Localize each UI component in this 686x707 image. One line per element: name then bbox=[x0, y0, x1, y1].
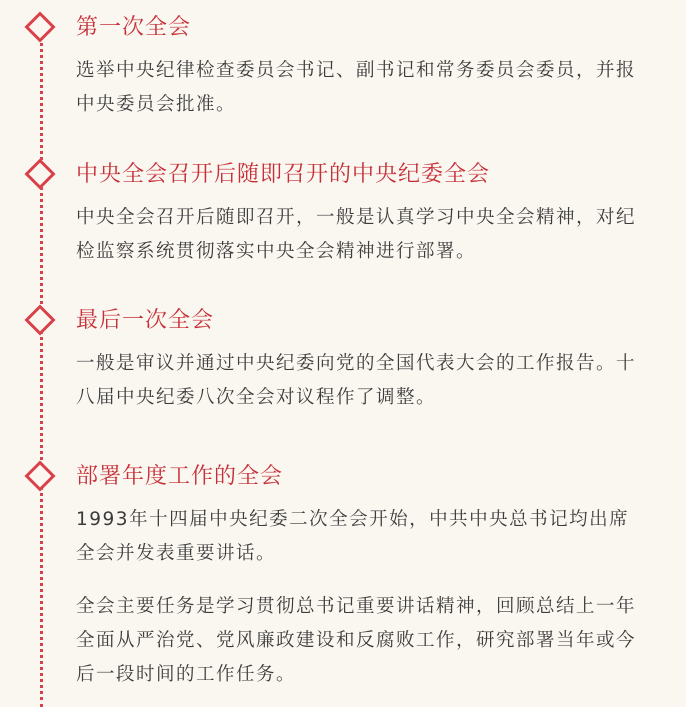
section-paragraph: 中央全会召开后随即召开，一般是认真学习中央全会精神，对纪检监察系统贯彻落实中央全会精神进行部署。 bbox=[76, 207, 637, 262]
diamond-marker-icon bbox=[24, 158, 55, 189]
section-paragraph: 一般是审议并通过中央纪委向党的全国代表大会的工作报告。十八届中央纪委八次全会对议程作了调整。 bbox=[76, 353, 637, 408]
diamond-marker-icon bbox=[24, 460, 55, 491]
diamond-marker-icon bbox=[24, 11, 55, 42]
section-heading: 部署年度工作的全会 bbox=[76, 464, 284, 489]
section-heading: 第一次全会 bbox=[76, 15, 192, 40]
diamond-marker-icon bbox=[24, 304, 55, 335]
section-paragraph: 选举中央纪律检查委员会书记、副书记和常务委员会委员，并报中央委员会批准。 bbox=[76, 60, 637, 115]
section-paragraph: 全会主要任务是学习贯彻总书记重要讲话精神，回顾总结上一年全面从严治党、党风廉政建设和反腐败工作，研究部署当年或今后一段时间的工作任务。 bbox=[76, 596, 637, 685]
timeline-line bbox=[40, 30, 43, 707]
section-heading: 中央全会召开后随即召开的中央纪委全会 bbox=[76, 162, 491, 187]
section-heading: 最后一次全会 bbox=[76, 308, 215, 333]
section-paragraph: 1993年十四届中央纪委二次全会开始，中共中央总书记均出席全会并发表重要讲话。 bbox=[76, 509, 630, 564]
